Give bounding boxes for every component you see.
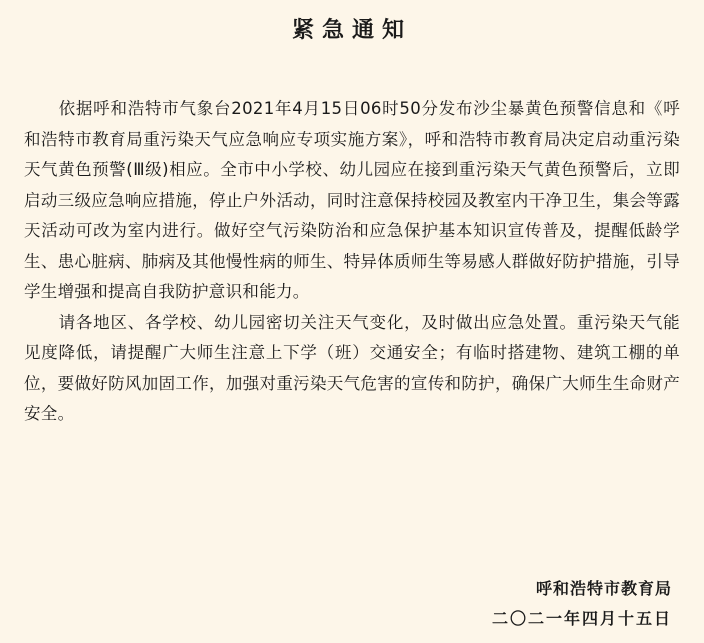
issuer-name: 呼和浩特市教育局 (535, 579, 672, 598)
notice-paragraph-2: 请各地区、各学校、幼儿园密切关注天气变化，及时做出应急处置。重污染天气能见度降低，请提醒广大师生注意上下学（班）交通安全；有临时搭建物、建筑工棚的单位，要做好防风加固工作，加强对重污染天气危害的宣传和防护，确保广大师生生命财产安全。 (24, 312, 680, 423)
signature-block (492, 574, 672, 634)
issue-date: 二〇二一年四月十五日 (491, 609, 672, 628)
notice-title: 紧急通知 (291, 18, 412, 43)
notice-paragraph-1: 依据呼和浩特市气象台2021年4月15日06时50分发布沙尘暴黄色预警信息和《呼和浩特市教育局重污染天气应急响应专项实施方案》，呼和浩特市教育局决定启动重污染天气黄色预警(Ⅲ级)相应。全市中小学校、幼儿园应在接到重污染天气黄色预警后，立即启动三级应急响应措施，停止户外活动，同时注意保持校园及教室内干净卫生，集会等露天活动可改为室内进行。做好空气污染防治和应急保护基本知识宣传普及，提醒低龄学生、患心脏病、肺病及其他慢性病的师生、特异体质师生等易感人群做好防护措施，引导学生增强和提高自我防护意识和能力。 (24, 99, 680, 301)
notice-body (24, 94, 680, 430)
